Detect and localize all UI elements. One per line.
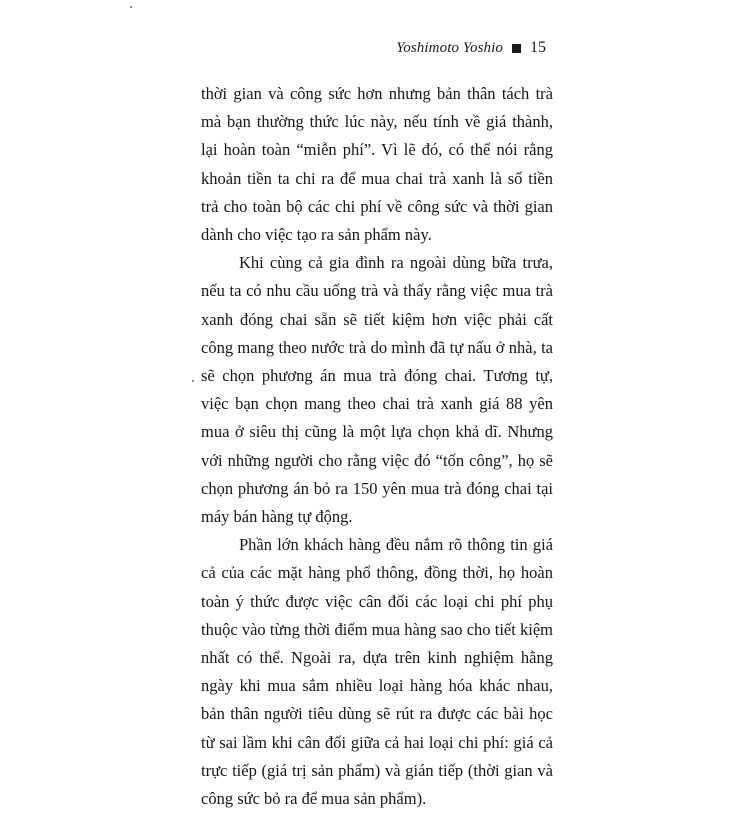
scan-speck — [130, 6, 132, 8]
paragraph: thời gian và công sức hơn nhưng bản thân tách trà mà bạn thường thức lúc này, nếu tính về giá thành, lại hoàn toàn “miễn phí”. Vì lẽ đó, có thể nói rằng khoản tiền ta chi ra để mua chai trà xanh là số tiền trả cho toàn bộ các chi phí về công sức và thời gian dành cho việc tạo ra sản phẩm này. — [201, 84, 553, 245]
header-separator-square — [512, 44, 521, 53]
page-number: 15 — [530, 39, 546, 56]
paragraph: Phần lớn khách hàng đều nắm rõ thông tin giá cả của các mặt hàng phổ thông, đồng thời, họ hoàn toàn ý thức được việc cân đối các loại chi phí phụ thuộc vào từng thời điểm mua hàng sao cho tiết kiệm nhất có thể. Ngoài ra, dựa trên kinh nghiệm hằng ngày khi mua sắm nhiều loại hàng hóa khác nhau, bản thân người tiêu dùng sẽ rút ra được các bài học từ sai lầm khi cân đối giữa cả hai loại chi phí: giá cả trực tiếp (giá trị sản phẩm) và gián tiếp (thời gian và công sức bỏ ra để mua sản phẩm). — [201, 535, 553, 809]
paragraph: Khi cùng cả gia đình ra ngoài dùng bữa trưa, nếu ta có nhu cầu uống trà và thấy rằng việc mua trà xanh đóng chai sẵn sẽ tiết kiệm hơn việc phải cất công mang theo nước trà do mình đã tự nấu ở nhà, ta sẽ chọn phương án mua trà đóng chai. Tương tự, việc bạn chọn mang theo chai trà xanh giá 88 yên mua ở siêu thị cũng là một lựa chọn khả dĩ. Nhưng với những người cho rằng việc đó “tốn công”, họ sẽ chọn phương án bỏ ra 150 yên mua trà đóng chai tại máy bán hàng tự động. — [201, 253, 553, 527]
page-body-text — [201, 80, 553, 813]
scan-speck — [192, 380, 194, 382]
running-header — [396, 39, 546, 57]
header-author: Yoshimoto Yoshio — [396, 39, 503, 56]
